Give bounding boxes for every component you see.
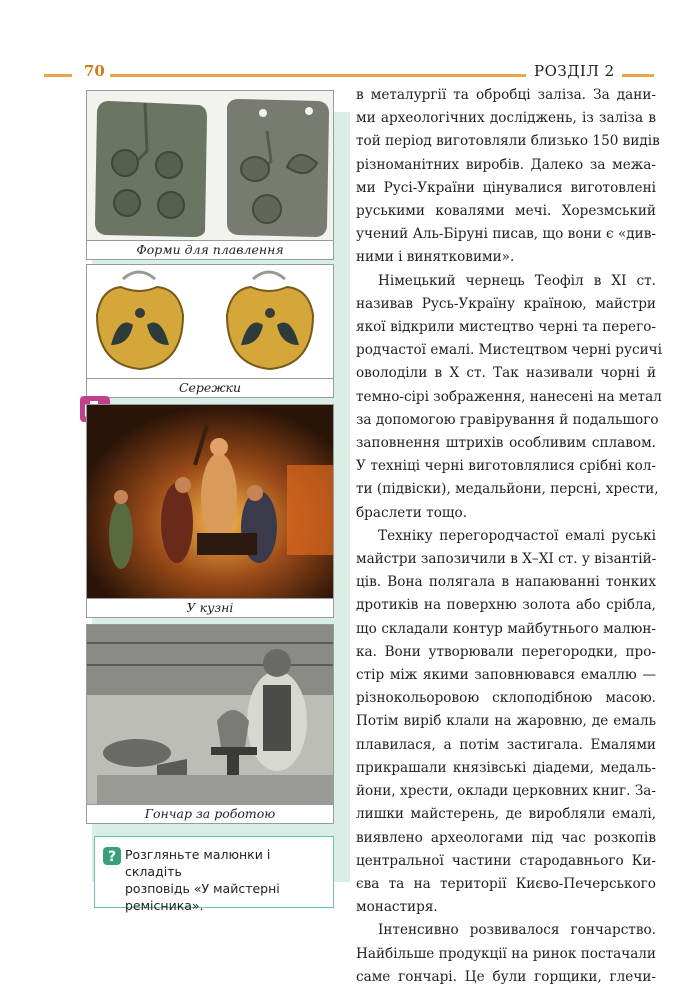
text-line: учений Аль-Біруні писав, що вони є «див- — [356, 226, 656, 243]
text-line: ми Русі-України цінувалися виготовлені — [356, 179, 656, 196]
text-line: монастиря. — [356, 899, 438, 916]
figure-earrings — [86, 264, 334, 398]
text-line: єва та на території Києво-Печерського — [356, 875, 656, 892]
text-line: оволоділи в X ст. Так називали чорні й — [356, 365, 656, 382]
text-line: ти (підвіски), медальйони, персні, хрести, — [356, 481, 659, 498]
text-line: Інтенсивно розвивалося гончарство. — [378, 922, 656, 939]
text-line: лишки майстерень, де виробляли емалі, — [356, 806, 656, 823]
stone-molds-image — [87, 91, 333, 241]
text-line: Німецький чернець Теофіл в XI ст. — [378, 272, 656, 289]
text-line: саме гончарі. Це були горщики, глечи- — [356, 968, 656, 985]
text-line: за допомогою гравірування й подальшого — [356, 411, 659, 428]
text-line: центральної частини стародавнього Ки- — [356, 852, 656, 869]
text-line: в металургії та обробці заліза. За дани- — [356, 87, 656, 103]
text-line: темно-сірі зображення, нанесені на метал — [356, 388, 662, 405]
text-line: що складали контур майбутнього малюн- — [356, 620, 656, 637]
text-line: ка. Вони утворювали перегородки, про- — [356, 643, 656, 660]
figure-potter — [86, 624, 334, 824]
potter-image — [87, 625, 333, 805]
text-line: Техніку перегородчастої емалі руські — [378, 527, 656, 544]
question-text — [125, 846, 329, 914]
text-line: різнокольоровою склоподібною масою. — [356, 690, 656, 707]
question-line: ремісника». — [125, 898, 204, 913]
header-right-dashes — [622, 74, 654, 77]
text-line: прикрашали князівські діадеми, медаль- — [356, 759, 656, 776]
text-line: виявлено археологами під час розкопів — [356, 829, 656, 846]
text-line: заповнення штрихів особливим сплавом. — [356, 435, 656, 452]
text-line: плавилася, а потім застигала. Емалями — [356, 736, 656, 753]
text-line: руськими ковалями мечі. Хорезмський — [356, 203, 656, 220]
earrings-image — [87, 265, 333, 379]
text-line: Потім виріб клали на жаровню, де емаль — [356, 713, 656, 730]
forge-painting-image — [87, 405, 333, 599]
text-line: ними і винятковими». — [356, 249, 515, 266]
text-line: якої відкрили мистецтво черні та перего- — [356, 319, 656, 336]
question-line: Розгляньте малюнки і складіть — [125, 847, 271, 879]
text-line: браслети тощо. — [356, 504, 468, 521]
figure-caption-potter: Гончар за роботою — [87, 804, 333, 823]
header-left-dashes — [44, 74, 72, 77]
figure-caption-forge: У кузні — [87, 598, 333, 617]
question-line: розповідь «У майстерні — [125, 881, 280, 896]
figure-caption-molds: Форми для плавлення — [87, 240, 333, 259]
figure-caption-earrings: Сережки — [87, 378, 333, 397]
body-text — [356, 84, 663, 989]
page-number: 70 — [84, 62, 105, 80]
text-line: ми археологічних досліджень, із заліза в — [356, 110, 656, 127]
text-line: той період виготовляли близько 150 видів — [356, 133, 660, 150]
text-line: називав Русь-Україну країною, майстри — [356, 295, 656, 312]
text-line: ців. Вона полягала в напаюванні тонких — [356, 574, 656, 591]
header-rule — [110, 74, 526, 77]
text-line: родчастої емалі. Мистецтвом черні русичі — [356, 342, 663, 359]
text-line: стір між якими заповнювався емаллю — — [356, 667, 656, 684]
section-title: РОЗДІЛ 2 — [534, 62, 615, 80]
figure-forge — [86, 404, 334, 618]
text-line: майстри запозичили в X–XI ст. у візантій- — [356, 551, 657, 568]
text-line: дротиків на поверхню золота або срібла, — [356, 597, 656, 614]
question-box — [94, 836, 334, 913]
text-line: йони, хрести, оклади церковних книг. За- — [356, 783, 656, 800]
svg-text:?: ? — [107, 849, 117, 865]
question-icon — [103, 847, 121, 865]
text-line: різноманітних виробів. Далеко за межа- — [356, 156, 656, 173]
text-line: Найбільше продукції на ринок постачали — [356, 945, 656, 962]
text-line: У техніці черні виготовлялися срібні кол- — [356, 458, 656, 475]
figure-molds — [86, 90, 334, 260]
